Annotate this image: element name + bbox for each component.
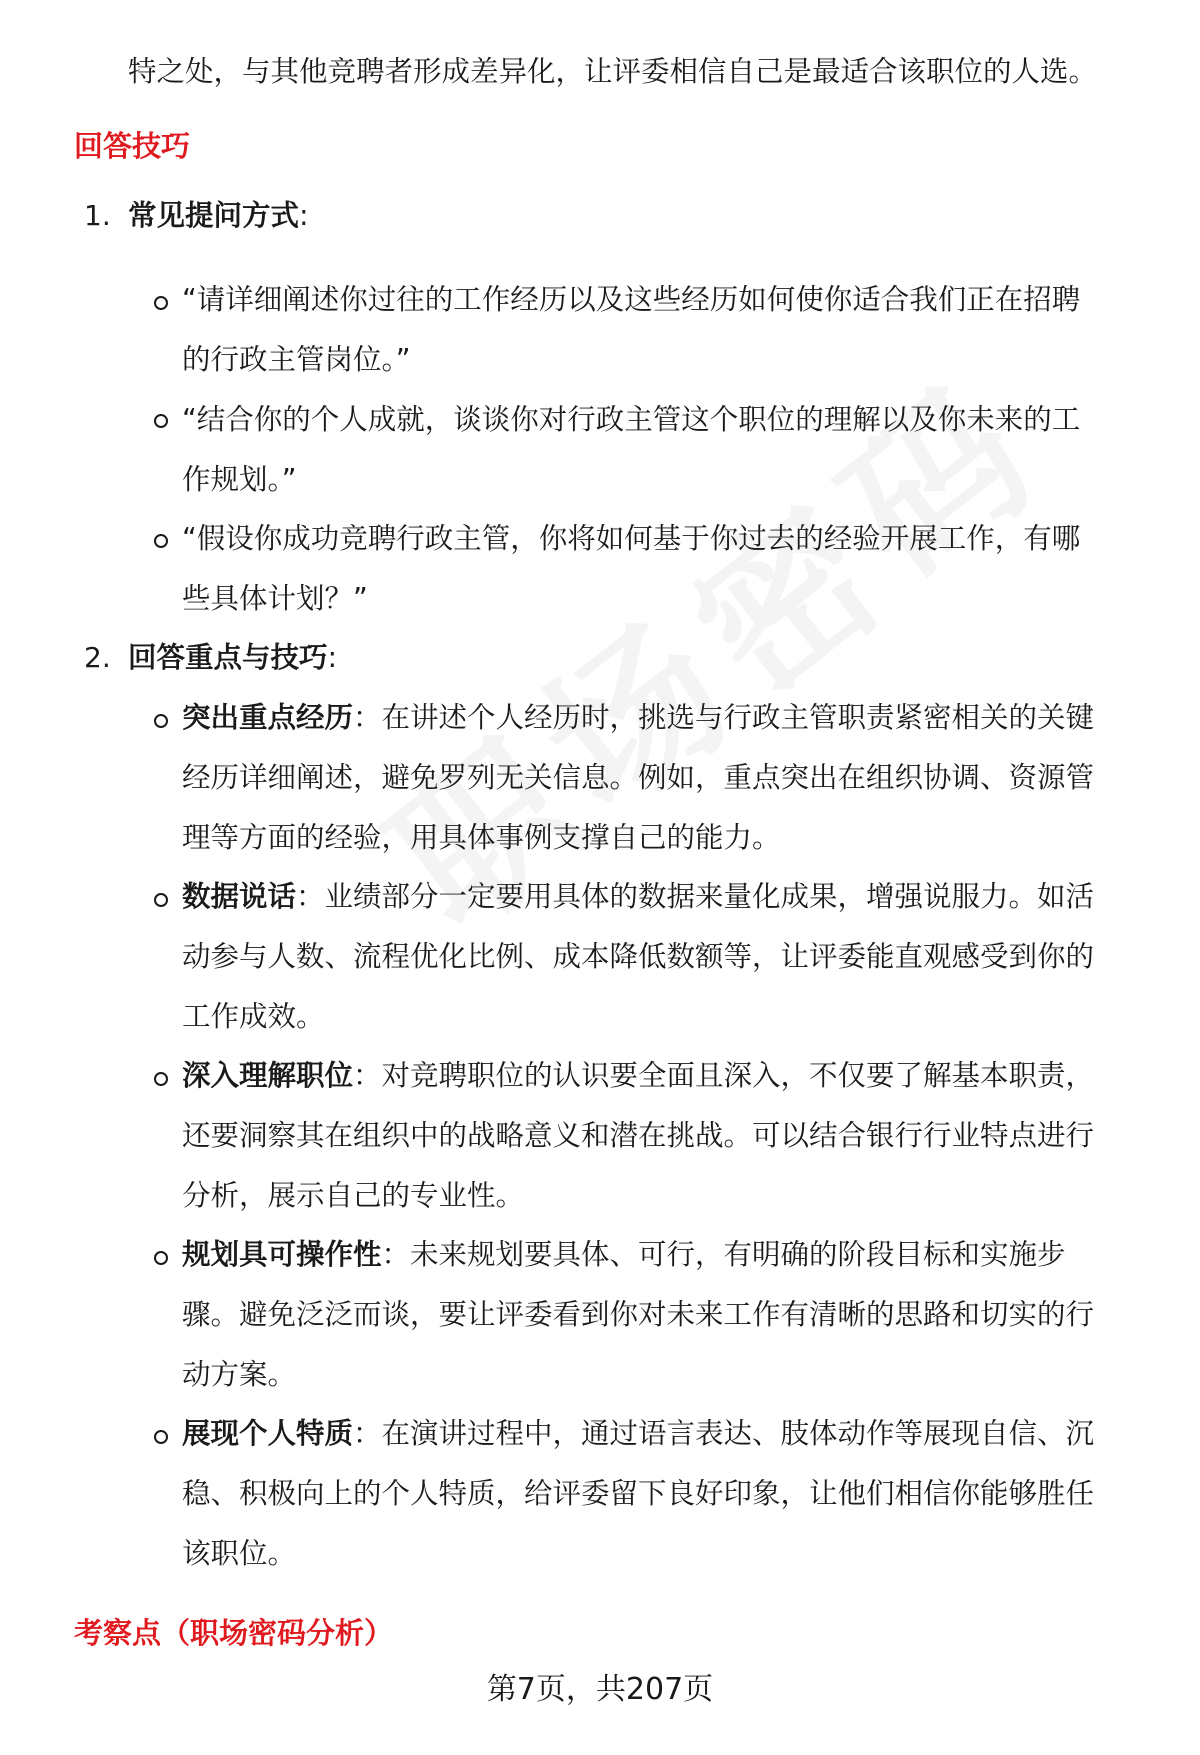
list-number-2: 2. [84,641,111,674]
question-2-line-1: “结合你的个人成就，谈谈你对行政主管这个职位的理解以及你未来的工 [182,403,1081,436]
question-1-line-1: “请详细阐述你过往的工作经历以及这些经历如何使你适合我们正在招聘 [182,283,1081,316]
bullet-circle [154,414,168,428]
bullet-circle [154,1430,168,1444]
tip-5-line-1 [182,1414,1094,1454]
tip-4-text: ：未来规划要具体、可行，有明确的阶段目标和实施步 [381,1238,1066,1271]
tip-2-line-2: 动参与人数、流程优化比例、成本降低数额等，让评委能直观感受到你的 [182,940,1095,973]
tip-2-line-3: 工作成效。 [182,1000,325,1033]
page-footer: 第7页，共207页 [486,1672,714,1707]
list-title-1-text: 常见提问方式 [128,199,300,232]
intro-continued-text: 特之处，与其他竞聘者形成差异化，让评委相信自己是最适合该职位的人选。 [128,55,1098,88]
tip-1-text: ：在讲述个人经历时，挑选与行政主管职责紧密相关的关键 [353,701,1095,734]
tip-1-line-2: 经历详细阐述，避免罗列无关信息。例如，重点突出在组织协调、资源管 [182,761,1095,794]
tip-4-line-1 [182,1235,1066,1275]
list-title-1-colon: : [299,199,309,232]
bullet-circle [154,714,168,728]
tip-1-bold: 突出重点经历 [182,701,354,734]
tip-2-line-1 [182,877,1094,917]
tip-3-bold: 深入理解职位 [182,1059,354,1092]
tip-2-text: ：业绩部分一定要用具体的数据来量化成果，增强说服力。如活 [296,880,1095,913]
tip-5-line-2: 稳、积极向上的个人特质，给评委留下良好印象，让他们相信你能够胜任 [182,1477,1095,1510]
tip-1-line-1 [182,698,1094,738]
tip-5-text: ：在演讲过程中，通过语言表达、肢体动作等展现自信、沉 [353,1417,1095,1450]
question-3-line-1: “假设你成功竞聘行政主管，你将如何基于你过去的经验开展工作，有哪 [182,522,1081,555]
bullet-circle [154,534,168,548]
section-heading-answer-tips: 回答技巧 [74,129,191,163]
tip-1-line-3: 理等方面的经验，用具体事例支撑自己的能力。 [182,821,781,854]
tip-2-bold: 数据说话 [182,880,297,913]
question-2-line-2: 作规划。” [182,463,297,496]
tip-3-line-2: 还要洞察其在组织中的战略意义和潜在挑战。可以结合银行行业特点进行 [182,1119,1095,1152]
tip-4-line-3: 动方案。 [182,1358,297,1391]
bullet-circle [154,1072,168,1086]
list-title-2-text: 回答重点与技巧 [128,641,328,674]
tip-3-line-3: 分析，展示自己的专业性。 [182,1179,525,1212]
tip-4-line-2: 骤。避免泛泛而谈，要让评委看到你对未来工作有清晰的思路和切实的行 [182,1298,1095,1331]
list-title-2 [128,638,337,678]
list-number-1: 1. [84,199,111,232]
tip-3-line-1 [182,1056,1094,1096]
tip-3-text: ：对竞聘职位的认识要全面且深入，不仅要了解基本职责， [353,1059,1095,1092]
question-1-line-2: 的行政主管岗位。” [182,343,411,376]
question-3-line-2: 些具体计划？” [182,582,368,615]
list-title-1 [128,196,309,236]
list-title-2-colon: : [327,641,338,674]
bullet-circle [154,1251,168,1265]
bullet-circle [154,296,168,310]
bullet-circle [154,893,168,907]
tip-5-bold: 展现个人特质 [182,1417,354,1450]
tip-4-bold: 规划具可操作性 [182,1238,382,1271]
section-heading-exam-points: 考察点（职场密码分析） [74,1616,394,1650]
tip-5-line-3: 该职位。 [182,1537,297,1570]
